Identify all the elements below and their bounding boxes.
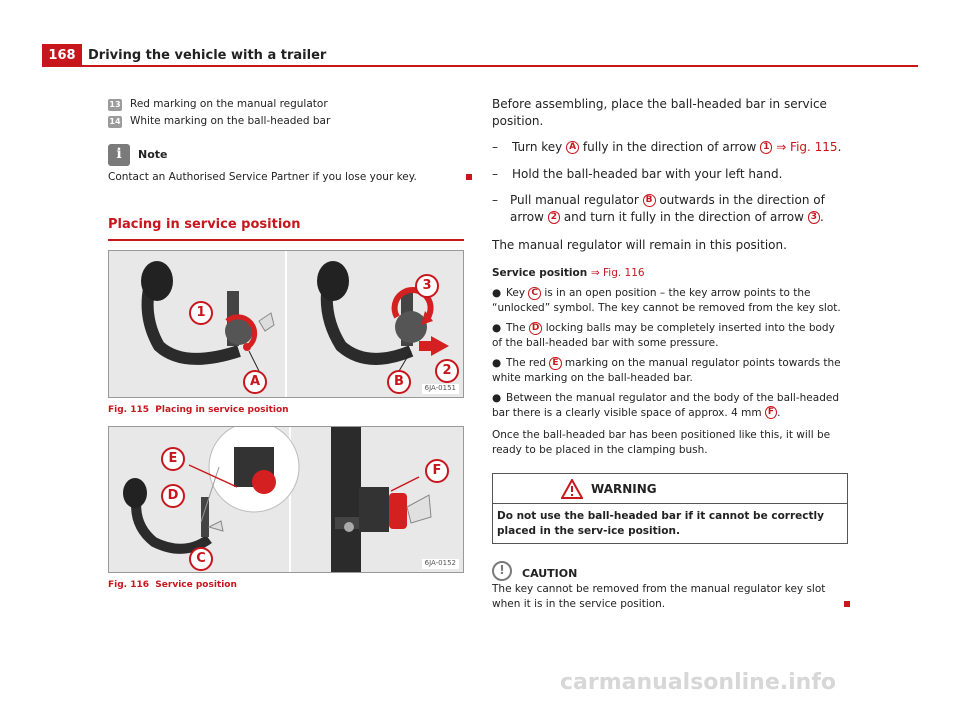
bullet-text: is in an open position – the key arrow points to the “unlocked” symbol. The key cannot be removed from the key slot. — [492, 287, 841, 314]
label-badge: A — [566, 141, 579, 154]
figure-code: 6JA-0152 — [422, 559, 459, 569]
step-item: – Turn key A fully in the direction of arrow 1 ⇒ Fig. 115. — [492, 140, 842, 155]
step-item: – Pull manual regulator B outwards in the direction of arrow 2 and turn it fully in the direction of arrow 3 . — [492, 193, 825, 224]
figure-116-illustration — [109, 427, 464, 573]
warning-box — [492, 473, 848, 544]
bullet-text: The — [506, 322, 526, 335]
bullet-text: marking on the manual regulator points towards the white marking on the ball-headed bar. — [492, 357, 841, 384]
callout-label: 2 — [442, 363, 452, 378]
figure-115 — [108, 250, 464, 398]
service-position-heading — [492, 266, 848, 280]
page-number: 168 — [42, 44, 82, 67]
label-badge: C — [528, 287, 541, 300]
number-badge: 2 — [548, 211, 560, 224]
legend-number: 13 — [109, 99, 121, 109]
figure-link[interactable]: ⇒ Fig. 115 — [776, 140, 838, 155]
figure-115-illustration — [109, 251, 464, 398]
legend-item — [108, 113, 464, 130]
page-header — [42, 0, 918, 68]
figure-115-caption — [108, 404, 289, 416]
caution-icon: ! — [492, 561, 512, 581]
callout-label: 3 — [422, 278, 432, 293]
warning-title: WARNING — [591, 481, 657, 496]
number-badge: 3 — [808, 211, 820, 224]
step-text: Hold the ball-headed bar with your left hand. — [512, 166, 783, 181]
right-column — [492, 96, 848, 611]
bullet-item: ● The red E marking on the manual regulator points towards the white marking on the ball-headed bar. — [492, 357, 841, 384]
callout-label: B — [394, 374, 404, 389]
warning-triangle-icon — [561, 479, 583, 499]
callout-label: E — [168, 451, 178, 466]
left-column — [108, 96, 464, 241]
figure-code: 6JA-0151 — [422, 384, 459, 394]
bullet-item: ● Between the manual regulator and the body of the ball-headed bar there is a clearly visible space of approx. 4 mm F . — [492, 392, 839, 419]
step-text: Pull manual regulator — [510, 193, 639, 208]
label-badge: E — [549, 357, 561, 370]
step-text: . — [819, 209, 824, 224]
remain-text: The manual regulator will remain in this position. — [492, 238, 787, 253]
note-body: Contact an Authorised Service Partner if you lose your key. — [108, 171, 417, 183]
intro-text: Before assembling, place the ball-headed bar in service position. — [492, 97, 827, 128]
caution-heading — [492, 560, 848, 581]
caution-body: The key cannot be removed from the manual regulator key slot when it is in the service position. — [492, 583, 826, 610]
end-mark-icon — [466, 174, 472, 180]
note-heading — [108, 144, 464, 166]
bullet-item: ● The D locking balls may be completely inserted into the body of the ball-headed bar with some pressure. — [492, 322, 835, 349]
chapter-title: Driving the vehicle with a trailer — [88, 48, 327, 63]
callout-label: D — [167, 488, 179, 503]
step-text: Turn key — [512, 140, 563, 155]
ready-text: Once the ball-headed bar has been positioned like this, it will be ready to be placed in the clamping bush. — [492, 429, 831, 456]
figure-link[interactable]: ⇒ Fig. 116 — [590, 266, 645, 279]
warning-header — [493, 474, 847, 504]
legend-text: Red marking on the manual regulator — [130, 98, 328, 111]
bullet-item: ● Key C is in an open position – the key arrow points to the “unlocked” symbol. The key cannot be removed from the key slot. — [492, 287, 841, 314]
bullet-text: The red — [506, 357, 547, 370]
bullet-text: . — [777, 406, 781, 419]
caption-text: Placing in service position — [155, 405, 289, 415]
number-badge: 1 — [760, 141, 772, 154]
bullet-text: Between the manual regulator and the body of the ball-headed bar there is a clearly visible space of approx. 4 mm — [492, 392, 839, 419]
callout-label: 1 — [196, 305, 206, 320]
service-heading-text: Service position — [492, 266, 588, 279]
step-item: – Hold the ball-headed bar with your left hand. — [492, 166, 783, 181]
figure-116 — [108, 426, 464, 573]
caution-text — [492, 582, 848, 611]
step-text: and turn it fully in the direction of arrow — [563, 209, 804, 224]
caption-label: Fig. 115 — [108, 405, 150, 415]
bullet-text: Key — [506, 287, 526, 300]
section-title: Placing in service position — [108, 217, 301, 233]
step-text: fully in the direction of arrow — [582, 140, 757, 155]
end-mark-icon — [844, 601, 850, 607]
warning-text: Do not use the ball-headed bar if it cannot be correctly placed in the serv-ice position. — [497, 510, 824, 537]
figure-116-caption — [108, 579, 237, 591]
info-icon: i — [108, 144, 130, 166]
note-text — [108, 170, 464, 184]
label-badge: B — [643, 194, 656, 207]
label-badge: F — [765, 406, 777, 419]
legend-number: 14 — [109, 116, 121, 126]
callout-label: F — [432, 463, 442, 478]
bullet-text: locking balls may be completely inserted into the body of the ball-headed bar with some pressure. — [492, 322, 835, 349]
step-text: . — [837, 140, 842, 155]
section-rule — [108, 239, 464, 241]
watermark: carmanualsonline.info — [560, 670, 836, 695]
legend-item — [108, 96, 464, 113]
legend-text: White marking on the ball-headed bar — [130, 115, 331, 128]
caution-title: CAUTION — [522, 567, 578, 581]
note-title: Note — [138, 148, 168, 162]
caption-label: Fig. 116 — [108, 580, 150, 590]
callout-label: C — [196, 551, 206, 566]
label-badge: D — [529, 322, 542, 335]
caption-text: Service position — [155, 580, 237, 590]
callout-label: A — [249, 374, 261, 389]
step-text: outwards in the direction of arrow — [510, 193, 825, 224]
header-rule — [82, 65, 918, 67]
